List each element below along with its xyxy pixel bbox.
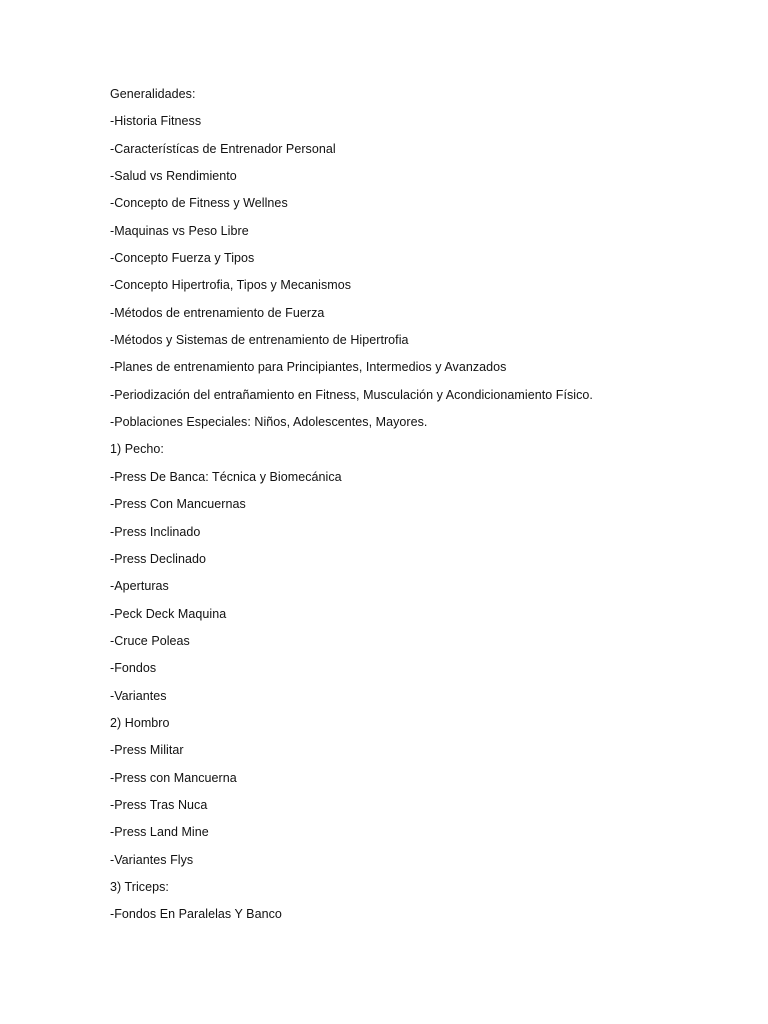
section-heading-pecho: 1) Pecho:	[110, 442, 164, 457]
list-item: -Concepto de Fitness y Wellnes	[110, 196, 288, 211]
list-item: -Métodos de entrenamiento de Fuerza	[110, 305, 325, 320]
list-item: -Concepto Hipertrofia, Tipos y Mecanismos	[110, 278, 352, 293]
list-item: -Planes de entrenamiento para Principiantes, Intermedios y Avanzados	[110, 360, 507, 375]
list-item: -Concepto Fuerza y Tipos	[110, 251, 255, 266]
list-item: -Press con Mancuerna	[110, 770, 237, 785]
list-item: -Poblaciones Especiales: Niños, Adolescentes, Mayores.	[110, 415, 428, 430]
list-item: -Press Militar	[110, 743, 184, 758]
list-item: -Press Land Mine	[110, 825, 209, 840]
list-item: -Press Tras Nuca	[110, 797, 208, 812]
list-item: -Métodos y Sistemas de entrenamiento de Hipertrofia	[110, 333, 409, 348]
list-item: -Salud vs Rendimiento	[110, 169, 237, 184]
list-item: -Característícas de Entrenador Personal	[110, 141, 336, 156]
list-item: -Fondos En Paralelas Y Banco	[110, 907, 282, 922]
list-item: -Press Declinado	[110, 551, 206, 566]
document-body	[110, 86, 730, 934]
list-item: -Maquinas vs Peso Libre	[110, 223, 249, 238]
list-item: -Fondos	[110, 661, 157, 676]
list-item: -Variantes Flys	[110, 852, 194, 867]
section-heading-triceps: 3) Triceps:	[110, 879, 169, 894]
list-item: -Periodización del entrañamiento en Fitness, Musculación y Acondicionamiento Físico.	[110, 387, 593, 402]
section-heading-hombro: 2) Hombro	[110, 715, 170, 730]
list-item: -Press Con Mancuernas	[110, 497, 246, 512]
section-heading-generalidades: Generalidades:	[110, 87, 196, 101]
list-item: -Press De Banca: Técnica y Biomecánica	[110, 469, 342, 484]
list-item: -Variantes	[110, 688, 167, 703]
list-item: -Cruce Poleas	[110, 633, 190, 648]
list-item: -Aperturas	[110, 579, 169, 594]
list-item: -Historia Fitness	[110, 114, 202, 129]
list-item: -Press Inclinado	[110, 524, 201, 539]
list-item: -Peck Deck Maquina	[110, 606, 227, 621]
